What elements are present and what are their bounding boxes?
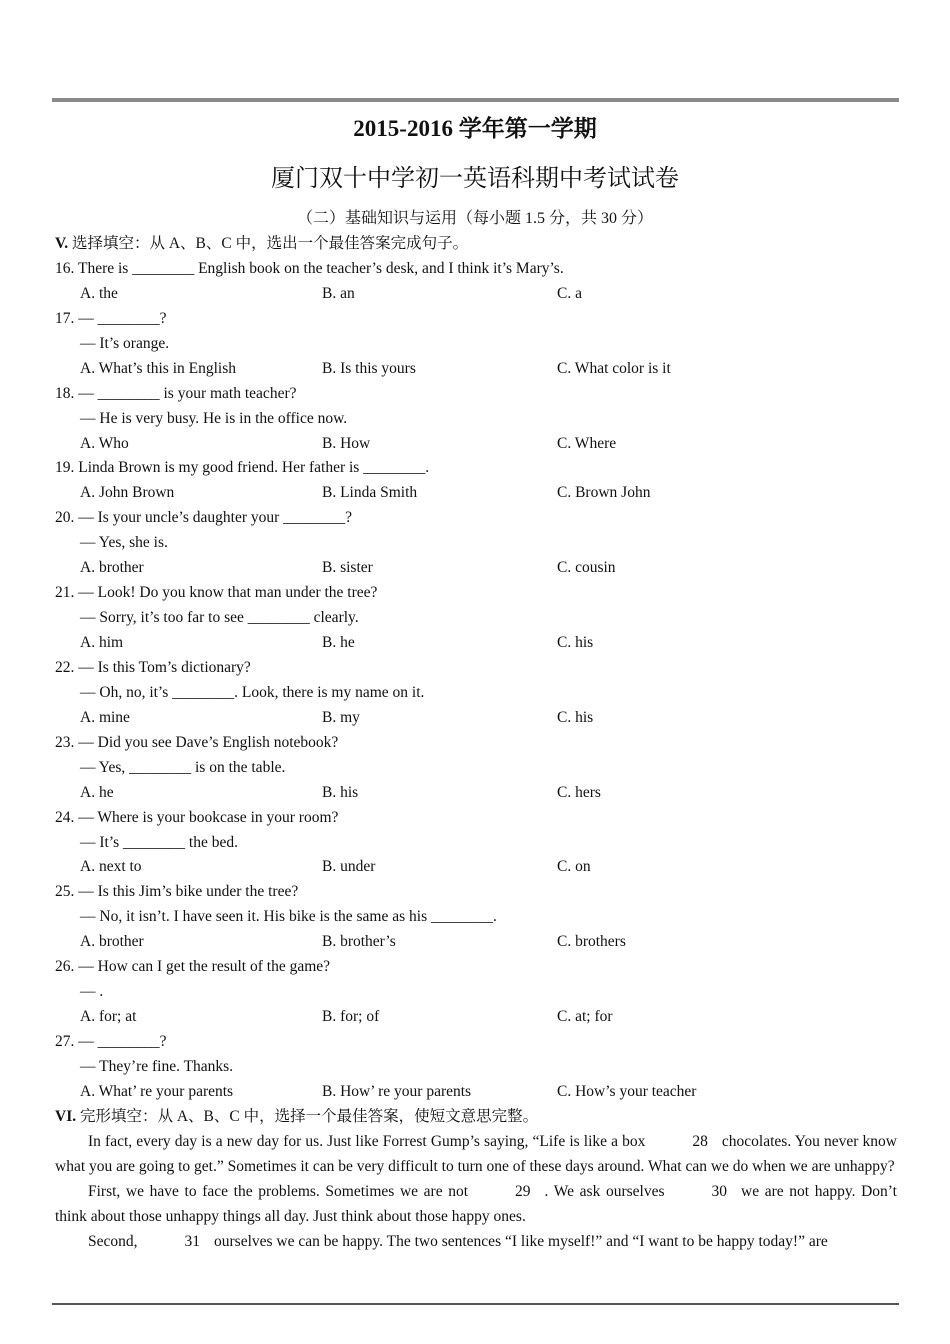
para1-text-b: chocolates. You never know what you are going to get.” Sometimes it can be very difficult to turn one of these days around. What can we do when we are unhappy? — [55, 1132, 897, 1175]
question-stem: 17. — ________? — [55, 309, 167, 327]
option-a: A. the — [80, 284, 118, 302]
question-dialogue-line: — No, it isn’t. I have seen it. His bike is the same as his ________. — [80, 908, 497, 926]
option-b: B. How — [322, 434, 371, 452]
question-stem: 20. — Is your uncle’s daughter your ________? — [55, 509, 353, 527]
question-stem: 23. — Did you see Dave’s English notebook? — [55, 733, 339, 751]
question-dialogue-line: — . — [80, 983, 104, 1001]
section-subtitle: （二）基础知识与运用（每小题 1.5 分，共 30 分） — [296, 210, 653, 227]
question-stem: 27. — ________? — [55, 1033, 167, 1050]
question-stem: 24. — Where is your bookcase in your room? — [55, 808, 339, 826]
question-dialogue-line: — Yes, she is. — [80, 534, 168, 552]
option-a: A. Who — [80, 434, 129, 452]
option-c: C. Where — [557, 434, 617, 452]
question-options — [55, 930, 897, 955]
bottom-rule — [52, 1303, 899, 1305]
option-a: A. brother — [80, 559, 144, 577]
option-b: B. Is this yours — [322, 359, 416, 377]
option-b: B. sister — [322, 559, 373, 577]
question-stem: 22. — Is this Tom’s dictionary? — [55, 658, 251, 676]
question-dialogue-line: — He is very busy. He is in the office now. — [80, 409, 348, 427]
para2-text-c: we are not happy. Don’t think about those unhappy things all day. Just think about those happy ones. — [55, 1182, 897, 1225]
question-stem: 18. — ________ is your math teacher? — [55, 384, 297, 402]
option-b: B. Linda Smith — [322, 484, 418, 502]
para1-text-a: In fact, every day is a new day for us. Just like Forrest Gump’s saying, “Life is like a box — [88, 1132, 646, 1150]
question-options — [55, 1080, 897, 1105]
blank-31: 31 — [184, 1232, 201, 1250]
option-c: C. a — [557, 284, 582, 302]
option-c: C. hers — [557, 783, 601, 801]
cloze-paragraph-3 — [55, 1230, 897, 1255]
option-c: C. What color is it — [557, 359, 671, 377]
question-options — [55, 556, 897, 581]
option-c: C. his — [557, 634, 594, 651]
option-a: A. next to — [80, 858, 142, 876]
question-list — [55, 257, 897, 1105]
question-dialogue-line: — They’re fine. Thanks. — [80, 1057, 234, 1075]
exam-title: 厦门双十中学初一英语科期中考试试卷 — [271, 166, 679, 192]
para3-text-a: Second, — [88, 1232, 138, 1250]
top-rule — [52, 98, 899, 102]
question-options — [55, 481, 897, 506]
question-dialogue-line: — It’s ________ the bed. — [80, 833, 238, 851]
option-c: C. cousin — [557, 559, 616, 577]
option-b: B. my — [322, 708, 360, 726]
question-options — [55, 781, 897, 806]
question-dialogue-line: — Yes, ________ is on the table. — [80, 758, 286, 776]
option-a: A. John Brown — [80, 484, 175, 502]
para2-text-b: . We ask ourselves — [544, 1182, 665, 1200]
option-a: A. him — [80, 634, 124, 651]
option-c: C. at; for — [557, 1008, 613, 1026]
option-b: B. for; of — [322, 1008, 380, 1026]
exam-content — [55, 232, 897, 1255]
para2-text-a: First, we have to face the problems. Sometimes we are not — [88, 1182, 469, 1200]
blank-30: 30 — [711, 1182, 728, 1200]
option-c: C. his — [557, 708, 594, 726]
question-options — [55, 855, 897, 880]
question-options — [55, 1005, 897, 1030]
option-a: A. What’ re your parents — [80, 1082, 234, 1100]
question-options — [55, 357, 897, 382]
section6-label: VI. — [55, 1107, 77, 1125]
option-b: B. he — [322, 634, 355, 651]
question-options — [55, 706, 897, 731]
option-a: A. for; at — [80, 1008, 137, 1026]
blank-29: 29 — [515, 1182, 531, 1200]
option-a: A. mine — [80, 708, 130, 726]
question-options — [55, 282, 897, 307]
option-b: B. under — [322, 858, 376, 876]
option-c: C. Brown John — [557, 484, 651, 502]
para3-text-b: ourselves we can be happy. The two sentences “I like myself!” and “I want to be happy today!” are — [214, 1232, 828, 1250]
option-b: B. brother’s — [322, 933, 396, 951]
section6-heading — [55, 1105, 897, 1130]
blank-28: 28 — [692, 1132, 708, 1150]
question-dialogue-line: — Oh, no, it’s ________. Look, there is my name on it. — [80, 683, 425, 701]
question-dialogue-line: — Sorry, it’s too far to see ________ clearly. — [80, 609, 359, 627]
option-c: C. brothers — [557, 933, 626, 951]
option-b: B. an — [322, 284, 355, 302]
question-stem: 21. — Look! Do you know that man under the tree? — [55, 584, 378, 602]
question-options — [55, 432, 897, 457]
option-b: B. How’ re your parents — [322, 1082, 472, 1100]
question-stem: 25. — Is this Jim’s bike under the tree? — [55, 883, 299, 901]
question-options — [55, 631, 897, 656]
option-a: A. What’s this in English — [80, 359, 237, 377]
section5-heading — [55, 232, 897, 257]
question-stem: 26. — How can I get the result of the game? — [55, 958, 331, 976]
option-c: C. How’s your teacher — [557, 1082, 697, 1100]
question-stem: 16. There is ________ English book on the teacher’s desk, and I think it’s Mary’s. — [55, 259, 564, 277]
question-dialogue-line: — It’s orange. — [80, 334, 170, 352]
section6-instruction: 完形填空：从 A、B、C 中，选择一个最佳答案，使短文意思完整。 — [79, 1107, 539, 1125]
section5-instruction: 选择填空：从 A、B、C 中，选出一个最佳答案完成句子。 — [71, 235, 469, 252]
year-title: 2015-2016 学年第一学期 — [353, 116, 597, 141]
cloze-paragraph-1 — [55, 1130, 897, 1180]
option-b: B. his — [322, 783, 359, 801]
section5-label: V. — [55, 235, 69, 252]
cloze-paragraph-2 — [55, 1180, 897, 1230]
option-a: A. he — [80, 783, 114, 801]
option-a: A. brother — [80, 933, 144, 951]
option-c: C. on — [557, 858, 591, 876]
question-stem: 19. Linda Brown is my good friend. Her father is ________. — [55, 459, 430, 477]
